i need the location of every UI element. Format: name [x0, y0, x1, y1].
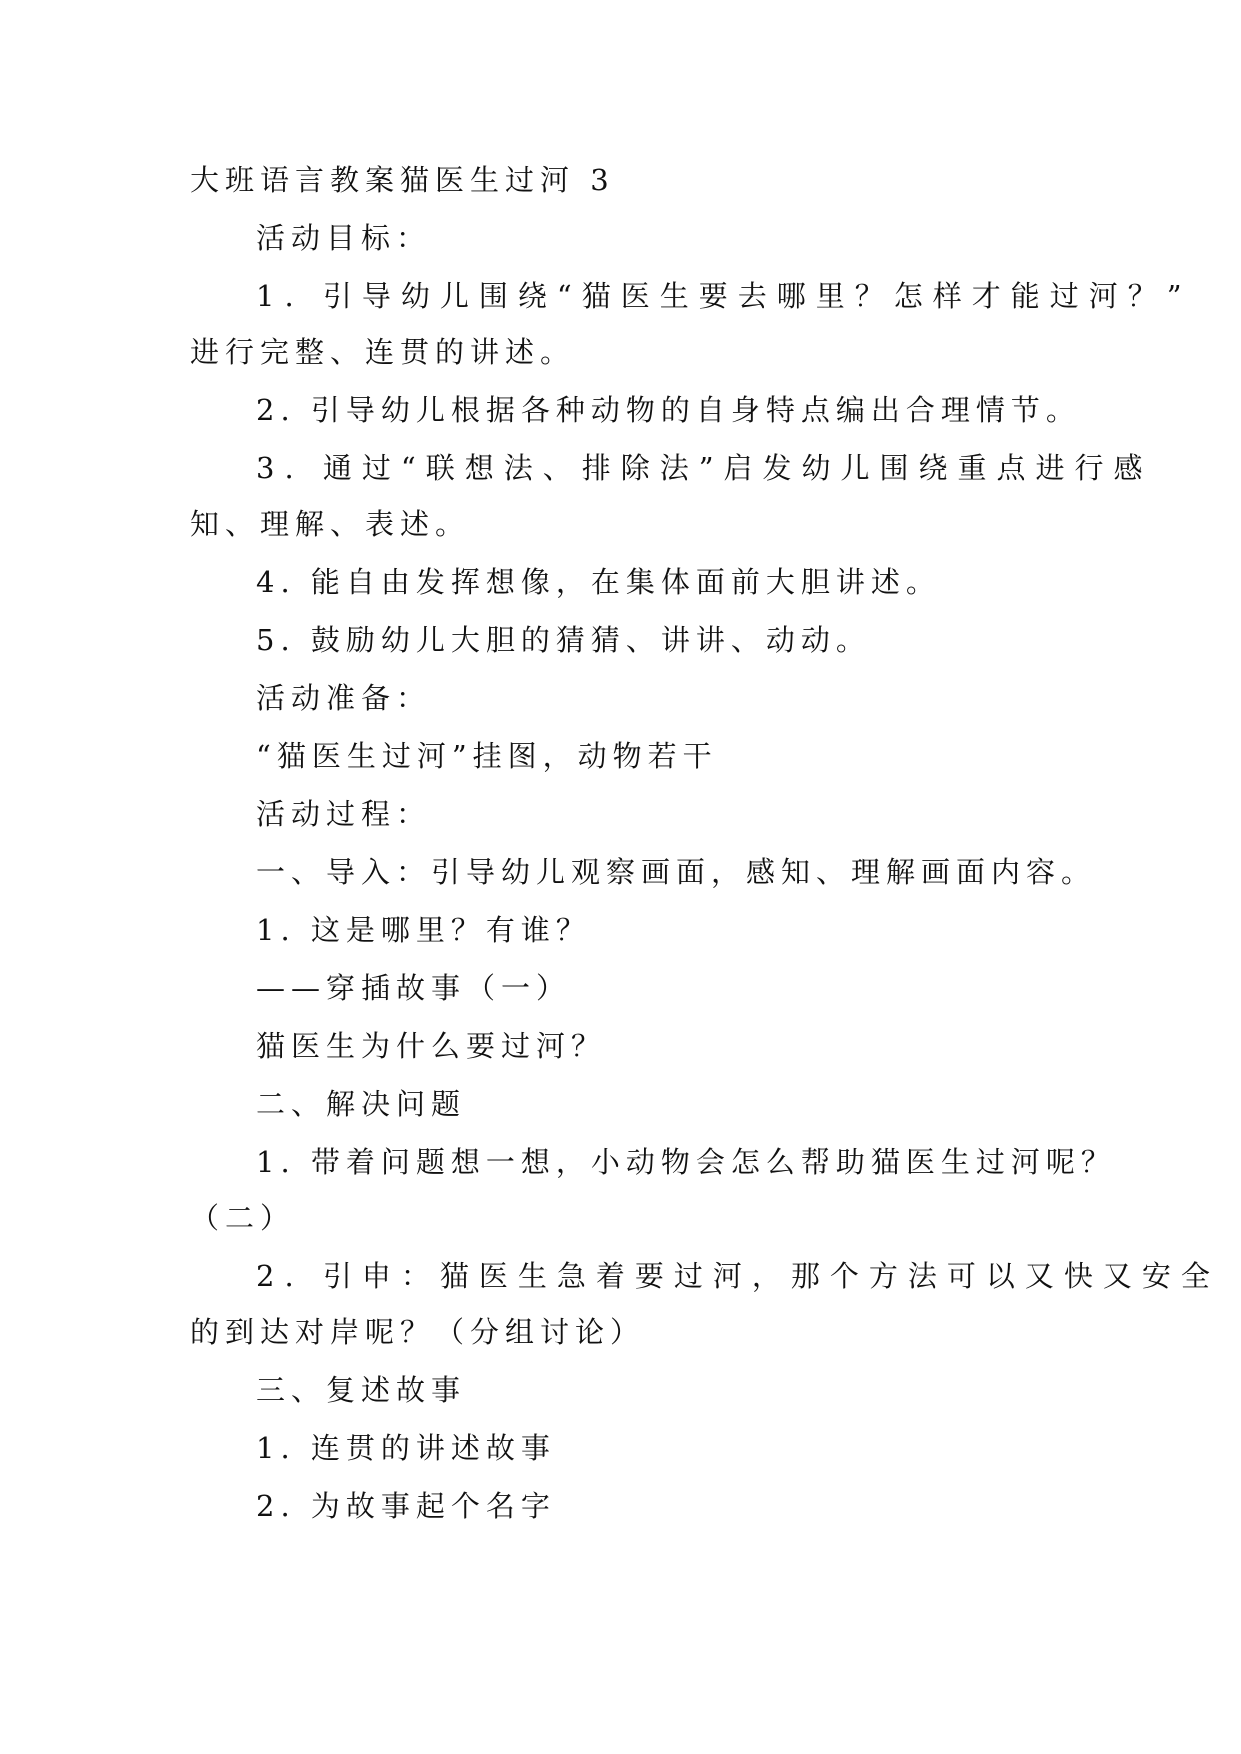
- process-story-insert: ——穿插故事（一）: [256, 971, 572, 1005]
- preparation-materials: “猫医生过河”挂图，动物若干: [256, 739, 718, 773]
- process-step-1: 一、导入：引导幼儿观察画面，感知、理解画面内容。: [256, 855, 1097, 889]
- process-step-2-question-2-line-1: 2. 引申：猫医生急着要过河，那个方法可以又快又安全: [256, 1259, 1220, 1293]
- process-step-2-question-1: 1. 带着问题想一想，小动物会怎么帮助猫医生过河呢？: [256, 1145, 1116, 1179]
- goal-1-line-1: 1. 引导幼儿围绕“猫医生要去哪里？怎样才能过河？”: [256, 279, 1192, 313]
- process-step-2-question-2-line-2: 的到达对岸呢？（分组讨论）: [190, 1315, 646, 1349]
- goal-2: 2. 引导幼儿根据各种动物的自身特点编出合理情节。: [256, 393, 1081, 427]
- section-heading-process: 活动过程：: [256, 797, 432, 831]
- process-step-3: 三、复述故事: [256, 1373, 467, 1407]
- goal-5: 5. 鼓励幼儿大胆的猜猜、讲讲、动动。: [256, 623, 871, 657]
- goal-4: 4. 能自由发挥想像，在集体面前大胆讲述。: [256, 565, 941, 599]
- goal-3-line-2: 知、理解、表述。: [190, 507, 471, 541]
- process-step-3-item-2: 2. 为故事起个名字: [256, 1489, 556, 1523]
- goal-3-line-1: 3. 通过“联想法、排除法”启发幼儿围绕重点进行感: [256, 451, 1153, 485]
- section-heading-goals: 活动目标：: [256, 221, 432, 255]
- document-title: 大班语言教案猫医生过河 3: [190, 163, 615, 197]
- process-story-question: 猫医生为什么要过河？: [256, 1029, 607, 1063]
- process-step-2: 二、解决问题: [256, 1087, 467, 1121]
- process-step-3-item-1: 1. 连贯的讲述故事: [256, 1431, 556, 1465]
- section-heading-preparation: 活动准备：: [256, 681, 432, 715]
- process-step-2-question-1-cont: （二）: [190, 1201, 296, 1235]
- process-step-1-question: 1. 这是哪里？有谁？: [256, 913, 591, 947]
- goal-1-line-2: 进行完整、连贯的讲述。: [190, 335, 576, 369]
